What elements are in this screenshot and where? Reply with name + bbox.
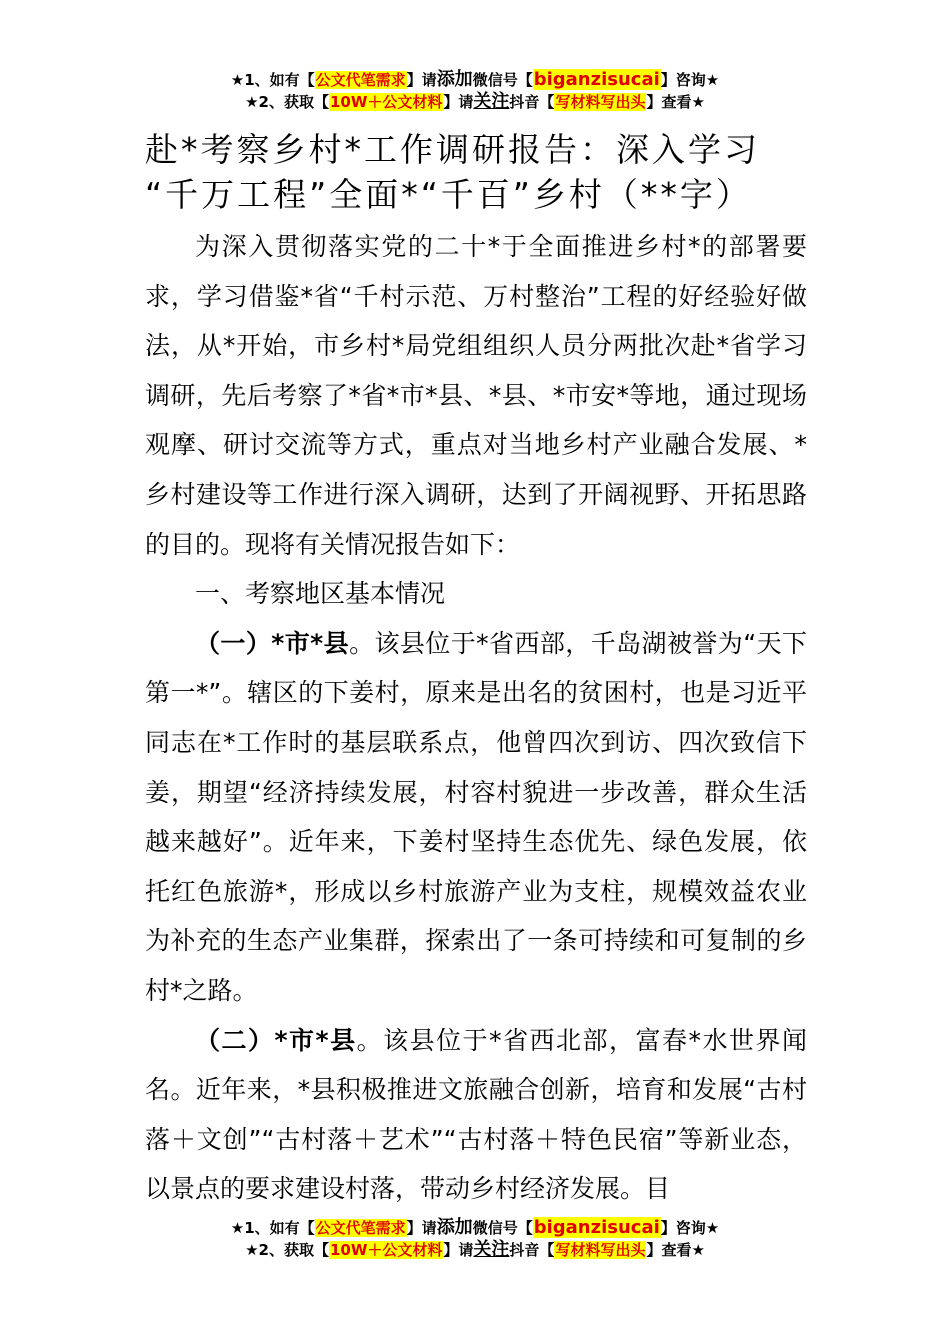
intro-paragraph: 为深入贯彻落实党的二十*于全面推进乡村*的部署要求，学习借鉴*省“千村示范、万村整治”工程的好经验好做法，从*开始，市乡村*局党组组织人员分两批次赴*省学习调研，先后考察了*省*市*县、*县、*市安*等地，通过现场观摩、研讨交流等方式，重点对当地乡村产业融合发展、*乡村建设等工作进行深入调研，达到了开阔视野、开拓思路的目的。现将有关情况报告如下：	[145, 232, 807, 559]
promo-text: ★1、如有【	[230, 1219, 315, 1237]
promo-text: 抖音【	[509, 1241, 555, 1259]
item-paragraph-1	[145, 619, 807, 1016]
promo-text: 】咨询★	[660, 71, 720, 89]
promo-text: 】查看★	[646, 93, 705, 111]
promo-wechat-id: biganzisucai	[533, 1217, 660, 1238]
document-body	[145, 222, 807, 1214]
promo-banner-bottom	[0, 1217, 950, 1261]
item-1-text: 。该县位于*省西部，千岛湖被誉为“天下第一*”。辖区的下姜村，原来是出名的贫困村，也是习近平同志在*工作时的基层联系点，他曾四次到访、四次致信下姜，期望“经济持续发展，村容村貌进一步改善，群众生活越来越好”。近年来，下姜村坚持生态优先、绿色发展，依托红色旅游*，形成以乡村旅游产业为支柱，规模效益农业为补充的生态产业集群，探索出了一条可持续和可复制的乡村*之路。	[145, 628, 807, 1005]
promo-banner-top	[0, 69, 950, 113]
item-2-lead: （二）*市*县	[195, 1025, 357, 1055]
promo-highlight: 公文代笔需求	[315, 71, 406, 89]
promo-emphasis: 关注	[473, 91, 510, 112]
promo-text: 微信号【	[472, 71, 533, 89]
item-1-lead: （一）*市*县	[195, 628, 350, 658]
promo-text: 】请	[443, 1241, 474, 1259]
promo-wechat-id: biganzisucai	[533, 69, 660, 90]
promo-text: 】请	[406, 71, 437, 89]
promo-text: 】请	[406, 1219, 437, 1237]
document-title-line-2: “千万工程”全面*“千百”乡村（**字）	[145, 175, 752, 214]
item-2-text: 。该县位于*省西北部，富春*水世界闻名。近年来，*县积极推进文旅融合创新，培育和发展“古村落＋文创”“古村落＋艺术”“古村落＋特色民宿”等新业态，以景点的要求建设村落，带动乡村经济发展。目	[145, 1025, 807, 1204]
promo-text: ★2、获取【	[245, 93, 329, 111]
promo-text: 抖音【	[509, 93, 555, 111]
promo-highlight: 公文代笔需求	[315, 1219, 406, 1237]
promo-text: 】咨询★	[660, 1219, 720, 1237]
item-paragraph-2	[145, 1016, 807, 1214]
promo-text: ★2、获取【	[245, 1241, 329, 1259]
promo-line-1	[0, 69, 950, 91]
promo-highlight: 10W＋公文材料	[329, 93, 443, 111]
promo-line-1	[0, 1217, 950, 1239]
promo-text: 】请	[443, 93, 474, 111]
promo-highlight: 10W＋公文材料	[329, 1241, 443, 1259]
promo-line-2	[0, 1239, 950, 1261]
section-heading: 一、考察地区基本情况	[195, 579, 446, 609]
promo-emphasis: 添加	[436, 69, 473, 90]
promo-text: ★1、如有【	[230, 71, 315, 89]
promo-emphasis: 添加	[436, 1217, 473, 1238]
promo-emphasis: 关注	[473, 1239, 510, 1260]
promo-text: 微信号【	[472, 1219, 533, 1237]
promo-douyin-id: 写材料写出头	[555, 1241, 646, 1259]
promo-line-2	[0, 91, 950, 113]
promo-text: 】查看★	[646, 1241, 705, 1259]
document-title-line-1: 赴*考察乡村*工作调研报告：深入学习	[145, 130, 760, 169]
promo-douyin-id: 写材料写出头	[555, 93, 646, 111]
